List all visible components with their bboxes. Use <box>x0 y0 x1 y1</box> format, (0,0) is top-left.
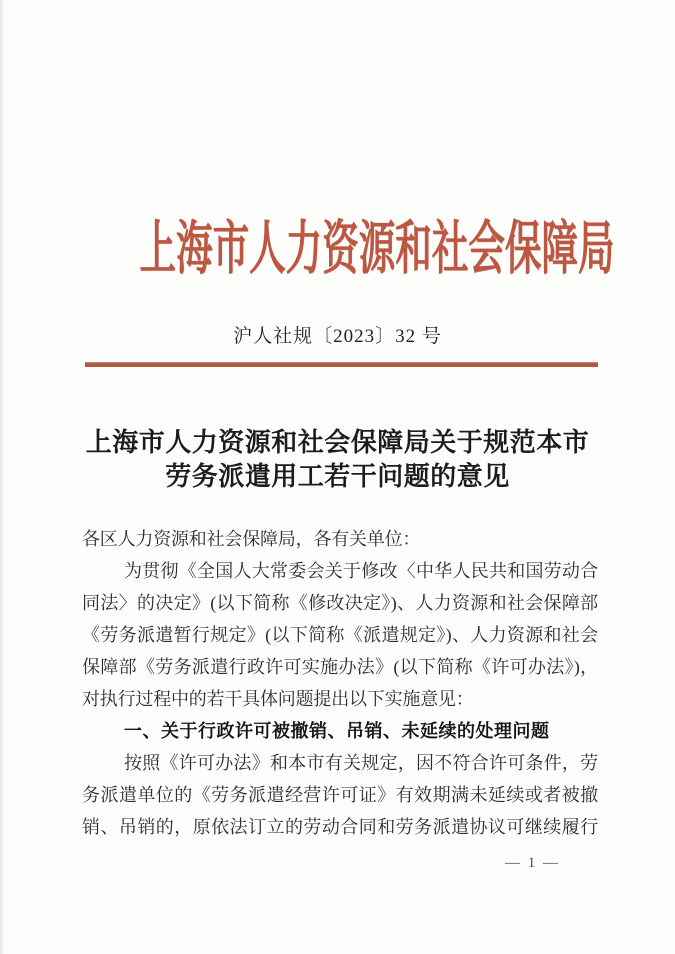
document-title <box>0 426 675 494</box>
body-line: 务派遣单位的《劳务派遣经营许可证》有效期满未延续或者被撤 <box>82 785 598 805</box>
body-line: 保障部《劳务派遣行政许可实施办法》(以下简称《许可办法》)， <box>82 657 598 677</box>
document-title-line1: 上海市人力资源和社会保障局关于规范本市 <box>85 428 590 457</box>
document-title-line2: 劳务派遣用工若干问题的意见 <box>165 462 510 491</box>
section-1-heading: 一、关于行政许可被撤销、吊销、未延续的处理问题 <box>124 721 550 741</box>
body-line: 销、吊销的，原依法订立的劳动合同和劳务派遣协议可继续履行 <box>82 817 598 837</box>
page-number: — 1 — <box>505 855 560 871</box>
body-line: 同法〉的决定》(以下简称《修改决定》)、人力资源和社会保障部 <box>82 593 598 613</box>
body-line: 按照《许可办法》和本市有关规定，因不符合许可条件，劳 <box>124 753 598 773</box>
letterhead-org-title-text: 上海市人力资源和社会保障局 <box>139 216 615 281</box>
document-reference-number: 沪人社规〔2023〕32 号 <box>233 326 442 347</box>
red-divider-line <box>85 362 598 367</box>
body-line: 对执行过程中的若干具体问题提出以下实施意见： <box>82 689 474 709</box>
document-body <box>82 523 598 843</box>
body-line: 为贯彻《全国人大常委会关于修改〈中华人民共和国劳动合 <box>124 561 598 581</box>
salutation-line: 各区人力资源和社会保障局，各有关单位： <box>82 529 421 549</box>
letterhead-org-title <box>0 218 675 295</box>
body-line: 《劳务派遣暂行规定》(以下简称《派遣规定》)、人力资源和社会 <box>82 625 598 645</box>
